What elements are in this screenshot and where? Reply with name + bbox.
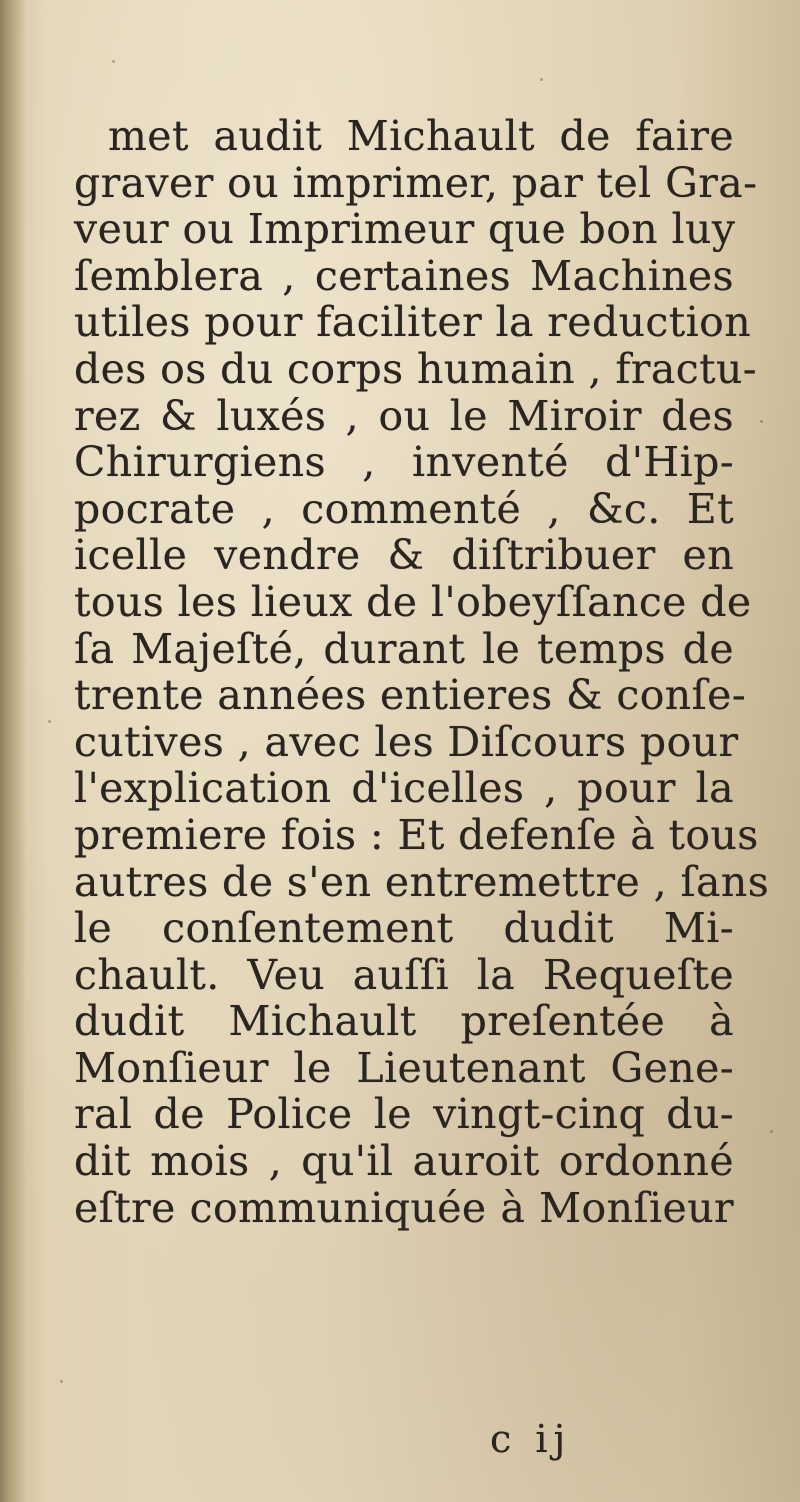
paper-speck bbox=[60, 1380, 63, 1383]
text-line: trente années entieres & conſe- bbox=[74, 671, 747, 720]
text-line: premiere fois : Et defenſe à tous bbox=[74, 810, 759, 859]
text-line: ſemblera , certaines Machines bbox=[74, 251, 734, 300]
signature-mark: c ij bbox=[490, 1417, 572, 1461]
text-line: icelle vendre & diſtribuer en bbox=[74, 531, 734, 580]
text-line: met audit Michault de faire bbox=[108, 112, 734, 160]
text-line: pocrate , commenté , &c. Et bbox=[74, 484, 734, 533]
text-line: eſtre communiquée à Monſieur bbox=[74, 1183, 734, 1232]
text-line: Chirurgiens , inventé d'Hip- bbox=[74, 438, 734, 487]
text-line: cutives , avec les Diſcours pour bbox=[74, 717, 739, 766]
text-line: chault. Veu auſſi la Requeſte bbox=[74, 950, 734, 999]
text-line: Monſieur le Lieutenant Gene- bbox=[74, 1043, 734, 1092]
text-line: des os du corps humain , fractu- bbox=[74, 344, 758, 393]
text-line: autres de s'en entremettre , ſans bbox=[74, 857, 770, 906]
page-binding-shadow bbox=[0, 0, 26, 1502]
paper-speck bbox=[760, 420, 763, 423]
text-line: ſa Majeſté, durant le temps de bbox=[74, 624, 734, 673]
body-text bbox=[74, 112, 770, 1232]
text-line: ral de Police le vingt-cinq du- bbox=[74, 1090, 734, 1139]
text-line: rez & luxés , ou le Miroir des bbox=[74, 391, 734, 440]
paper-speck bbox=[770, 1130, 773, 1133]
text-line: dudit Michault preſentée à bbox=[74, 997, 734, 1046]
paper-speck bbox=[540, 78, 543, 81]
text-line: le conſentement dudit Mi- bbox=[74, 904, 734, 953]
text-line: tous les lieux de l'obeyſſance de bbox=[74, 577, 752, 626]
text-line: veur ou Imprimeur que bon luy bbox=[74, 205, 736, 254]
paper-speck bbox=[112, 60, 115, 63]
text-line: utiles pour faciliter la reduction bbox=[74, 298, 752, 347]
text-line: l'explication d'icelles , pour la bbox=[74, 764, 734, 813]
text-line: dit mois , qu'il auroit ordonné bbox=[74, 1137, 734, 1186]
text-line: graver ou imprimer, par tel Gra- bbox=[74, 158, 758, 207]
paper-speck bbox=[48, 720, 51, 723]
